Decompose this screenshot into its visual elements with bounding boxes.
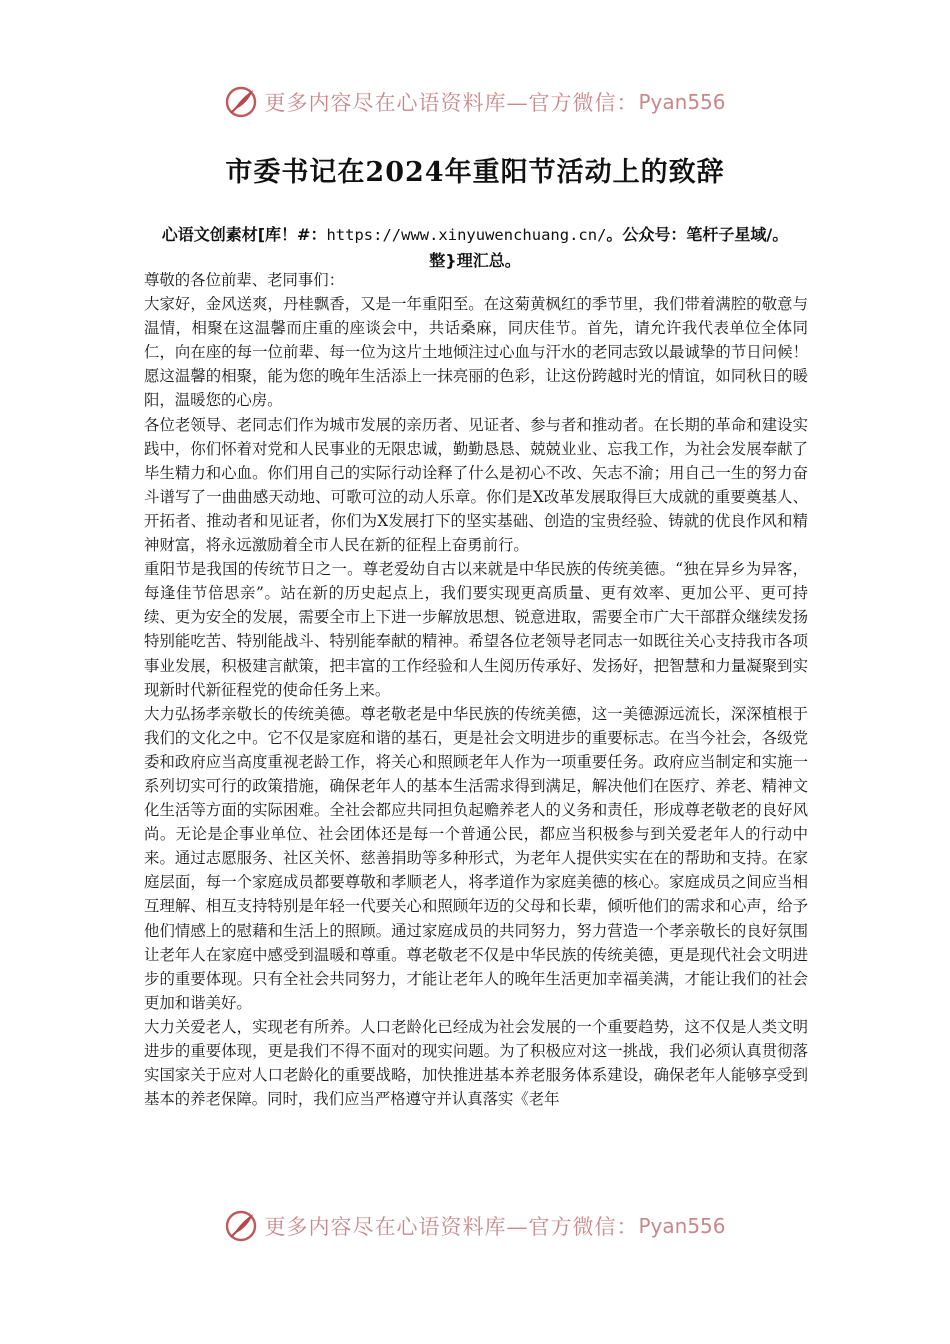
body-paragraph: 重阳节是我国的传统节日之一。尊老爱幼自古以来就是中华民族的传统美德。“独在异乡为异客，每逢佳节倍思亲”。站在新的历史起点上，我们要实现更高质量、更有效率、更加公平、更可持续、更为安全的发展，需要全市上下进一步解放思想、锐意进取，需要全市广大干部群众继续发扬特别能吃苦、特别能战斗、特别能奉献的精神。希望各位老领导老同志一如既往关心支持我市各项事业发展，积极建言献策，把丰富的工作经验和人生阅历传承好、发扬好，把智慧和力量凝聚到实现新时代新征程党的使命任务上来。 [144, 560, 808, 699]
source-prefix: 心语文创素材[库！#： [161, 225, 327, 244]
source-url[interactable]: https://www.xinyuwenchuang.cn/ [326, 226, 607, 244]
feather-quill-logo-icon [224, 85, 258, 119]
header-banner [0, 82, 950, 122]
source-note [150, 222, 800, 273]
document-title: 市委书记在2024年重阳节活动上的致辞 [225, 157, 725, 188]
banner-wechat-id: Pyan556 [638, 1214, 726, 1238]
body-paragraph: 各位老领导、老同志们作为城市发展的亲历者、见证者、参与者和推动者。在长期的革命和建设实践中，你们怀着对党和人民事业的无限忠诚，勤勤恳恳、兢兢业业、忘我工作，为社会发展奉献了毕生精力和心血。你们用自己的实际行动诠释了什么是初心不改、矢志不渝；用自己一生的努力奋斗谱写了一曲曲感天动地、可歌可泣的动人乐章。你们是X改革发展取得巨大成就的重要奠基人、开拓者、推动者和见证者，你们为X发展打下的坚实基础、创造的宝贵经验、铸就的优良作风和精神财富，将永远激励着全市人民在新的征程上奋勇前行。 [144, 415, 808, 555]
body-paragraph: 大家好，金风送爽，丹桂飘香，又是一年重阳至。在这菊黄枫红的季节里，我们带着满腔的敬意与温情，相聚在这温馨而庄重的座谈会中，共话桑麻，同庆佳节。首先，请允许我代表单位全体同仁，向在座的每一位前辈、每一位为这片土地倾注过心血与汗水的老同志致以最诚挚的节日问候！愿这温馨的相聚，能为您的晚年生活添上一抹亮丽的色彩，让这份跨越时光的情谊，如同秋日的暖阳，温暖您的心房。 [144, 295, 808, 410]
document-body [144, 268, 808, 1111]
source-suffix: 。公众号：笔杆子星域/。整}理汇总。 [429, 225, 789, 270]
body-paragraph: 大力弘扬孝亲敬长的传统美德。尊老敬老是中华民族的传统美德，这一美德源远流长，深深植根于我们的文化之中。它不仅是家庭和谐的基石，更是社会文明进步的重要标志。在当今社会，各级党委和政府应当高度重视老龄工作，将关心和照顾老年人作为一项重要任务。政府应当制定和实施一系列切实可行的政策措施，确保老年人的基本生活需求得到满足，解决他们在医疗、养老、精神文化生活等方面的实际困难。全社会都应共同担负起赡养老人的义务和责任，形成尊老敬老的良好风尚。无论是企事业单位、社会团体还是每一个普通公民，都应当积极参与到关爱老年人的行动中来。通过志愿服务、社区关怀、慈善捐助等多种形式，为老年人提供实实在在的帮助和支持。在家庭层面，每一个家庭成员都要尊敬和孝顺老人，将孝道作为家庭美德的核心。家庭成员之间应当相互理解、相互支持特别是年轻一代要关心和照顾年迈的父母和长辈，倾听他们的需求和心声，给予他们情感上的慰藉和生活上的照顾。通过家庭成员的共同努力，努力营造一个孝亲敬长的良好氛围让老年人在家庭中感受到温暖和尊重。尊老敬老不仅是中华民族的传统美德，更是现代社会文明进步的重要体现。只有全社会共同努力，才能让老年人的晚年生活更加幸福美满，才能让我们的社会更加和谐美好。 [144, 704, 808, 1012]
greeting: 尊敬的各位前辈、老同事们： [144, 271, 345, 289]
footer-banner [0, 1206, 950, 1246]
banner-wechat-id: Pyan556 [638, 90, 726, 114]
banner-text: 更多内容尽在心语资料库—官方微信： [264, 1215, 639, 1239]
feather-quill-logo-icon [224, 1209, 258, 1243]
body-paragraph: 大力关爱老人，实现老有所养。人口老龄化已经成为社会发展的一个重要趋势，这不仅是人类文明进步的重要体现，更是我们不得不面对的现实问题。为了积极应对这一挑战，我们必须认真贯彻落实国家关于应对人口老龄化的重要战略，加快推进基本养老服务体系建设，确保老年人能够享受到基本的养老保障。同时，我们应当严格遵守并认真落实《老年 [144, 1017, 808, 1109]
banner-text: 更多内容尽在心语资料库—官方微信： [264, 91, 639, 115]
